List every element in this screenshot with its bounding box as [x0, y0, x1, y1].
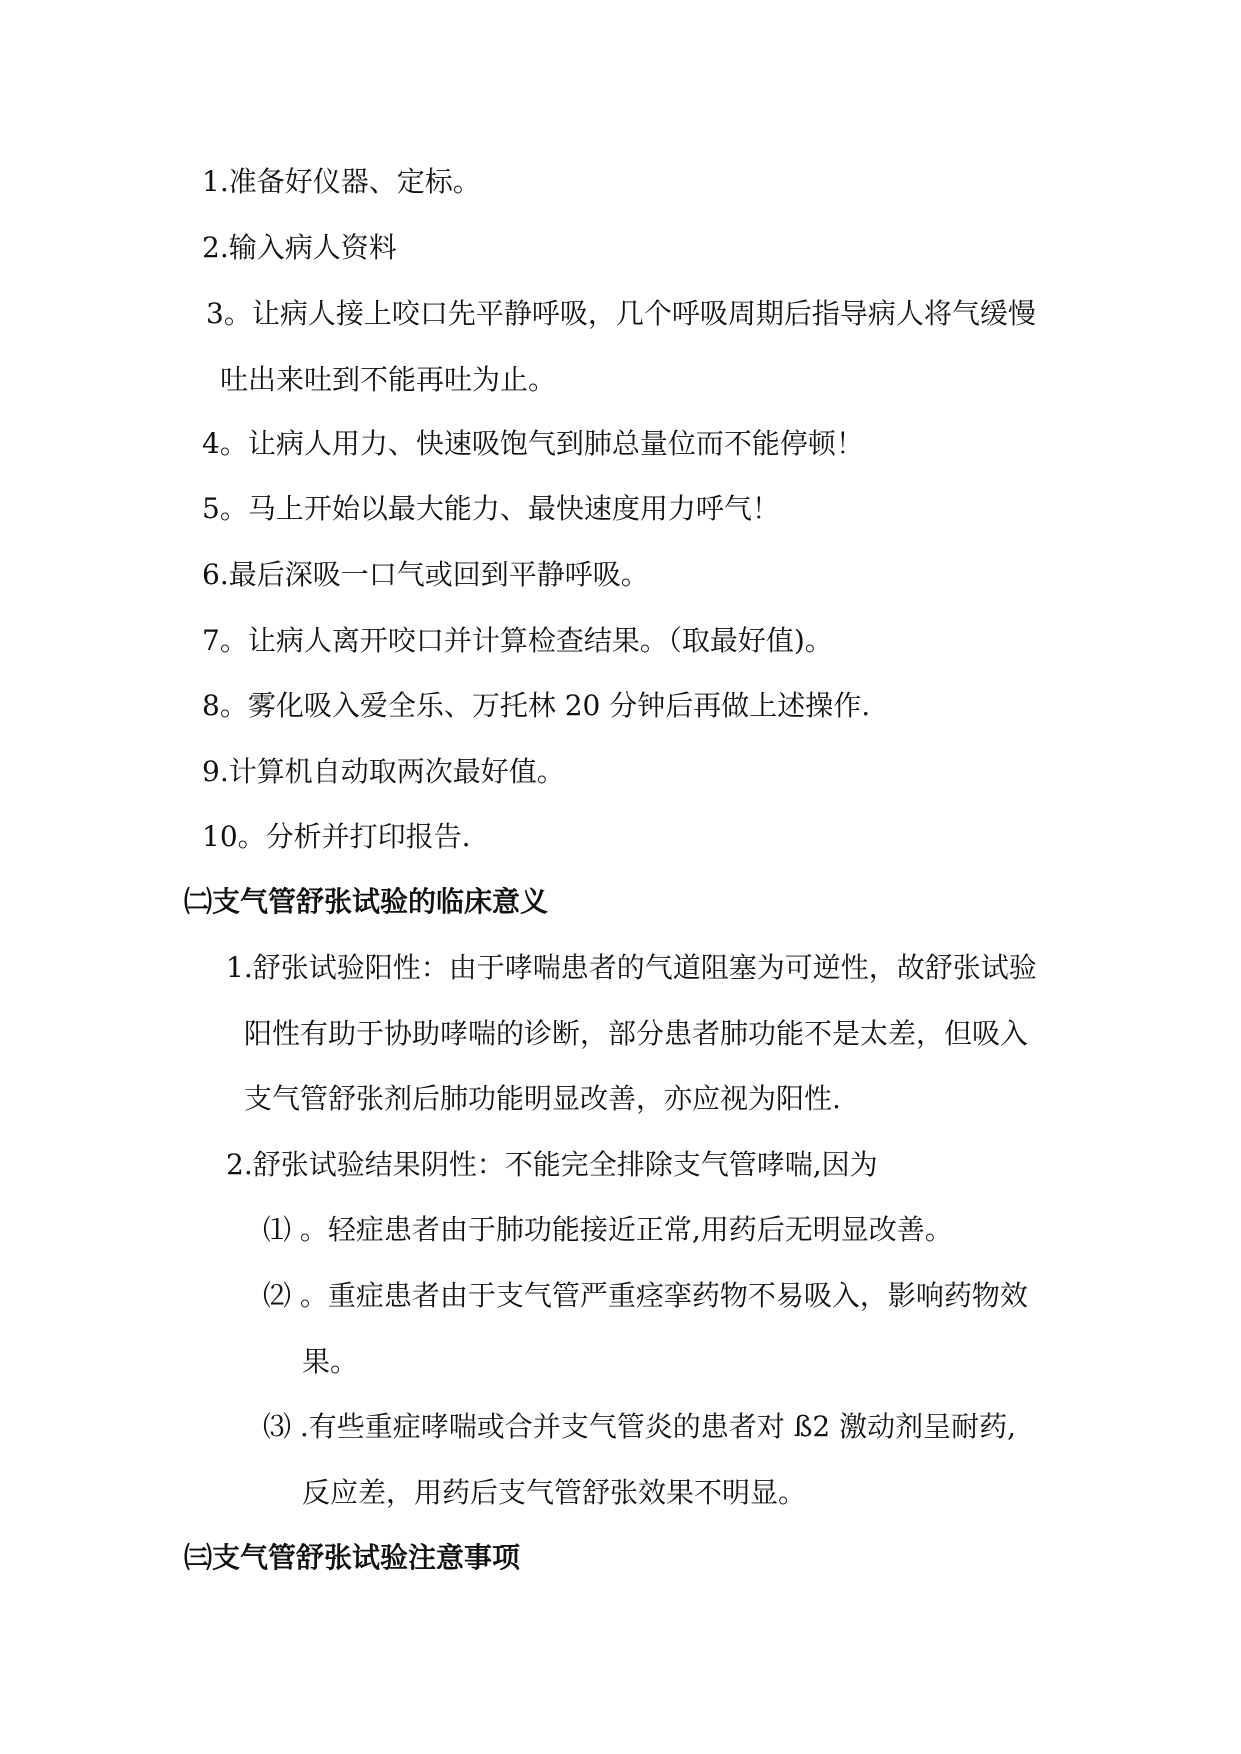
- section-heading-precautions: ㈢支气管舒张试验注意事项: [184, 1541, 521, 1574]
- step-3-continued: 吐出来吐到不能再吐为止。: [220, 363, 557, 396]
- sub-item-2-line-2: 果。: [302, 1345, 359, 1378]
- item-1-line-2: 阳性有助于协助哮喘的诊断，部分患者肺功能不是太差，但吸入: [244, 1017, 1029, 1050]
- step-1: 1.准备好仪器、定标。: [202, 165, 481, 198]
- sub-item-1: ⑴ 。轻症患者由于肺功能接近正常,用药后无明显改善。: [263, 1213, 953, 1246]
- step-2: 2.输入病人资料: [202, 231, 397, 264]
- step-6: 6.最后深吸一口气或回到平静呼吸。: [202, 558, 649, 591]
- step-9: 9.计算机自动取两次最好值。: [202, 755, 565, 788]
- item-1-line-3: 支气管舒张剂后肺功能明显改善，亦应视为阳性.: [244, 1082, 841, 1115]
- step-4: 4。让病人用力、快速吸饱气到肺总量位而不能停顿！: [202, 427, 864, 460]
- step-3: 3。让病人接上咬口先平静呼吸，几个呼吸周期后指导病人将气缓慢: [206, 297, 1036, 330]
- sub-item-3-line-2: 反应差，用药后支气管舒张效果不明显。: [302, 1476, 807, 1509]
- step-7: 7。让病人离开咬口并计算检查结果。（取最好值)。: [202, 624, 833, 657]
- step-5: 5。马上开始以最大能力、最快速度用力呼气！: [202, 492, 780, 525]
- step-8: 8。雾化吸入爱全乐、万托林 20 分钟后再做上述操作.: [202, 689, 871, 722]
- section-heading-clinical-significance: ㈡支气管舒张试验的临床意义: [184, 885, 549, 918]
- sub-item-2-line-1: ⑵ 。重症患者由于支气管严重痉挛药物不易吸入，影响药物效: [263, 1279, 1028, 1312]
- item-1-line-1: 1.舒张试验阳性：由于哮喘患者的气道阻塞为可逆性，故舒张试验: [226, 951, 1037, 984]
- step-10: 10。分析并打印报告.: [202, 820, 471, 853]
- item-2: 2.舒张试验结果阴性：不能完全排除支气管哮喘,因为: [226, 1148, 878, 1181]
- sub-item-3-line-1: ⑶ .有些重症哮喘或合并支气管炎的患者对 ß2 激动剂呈耐药,: [263, 1410, 1017, 1443]
